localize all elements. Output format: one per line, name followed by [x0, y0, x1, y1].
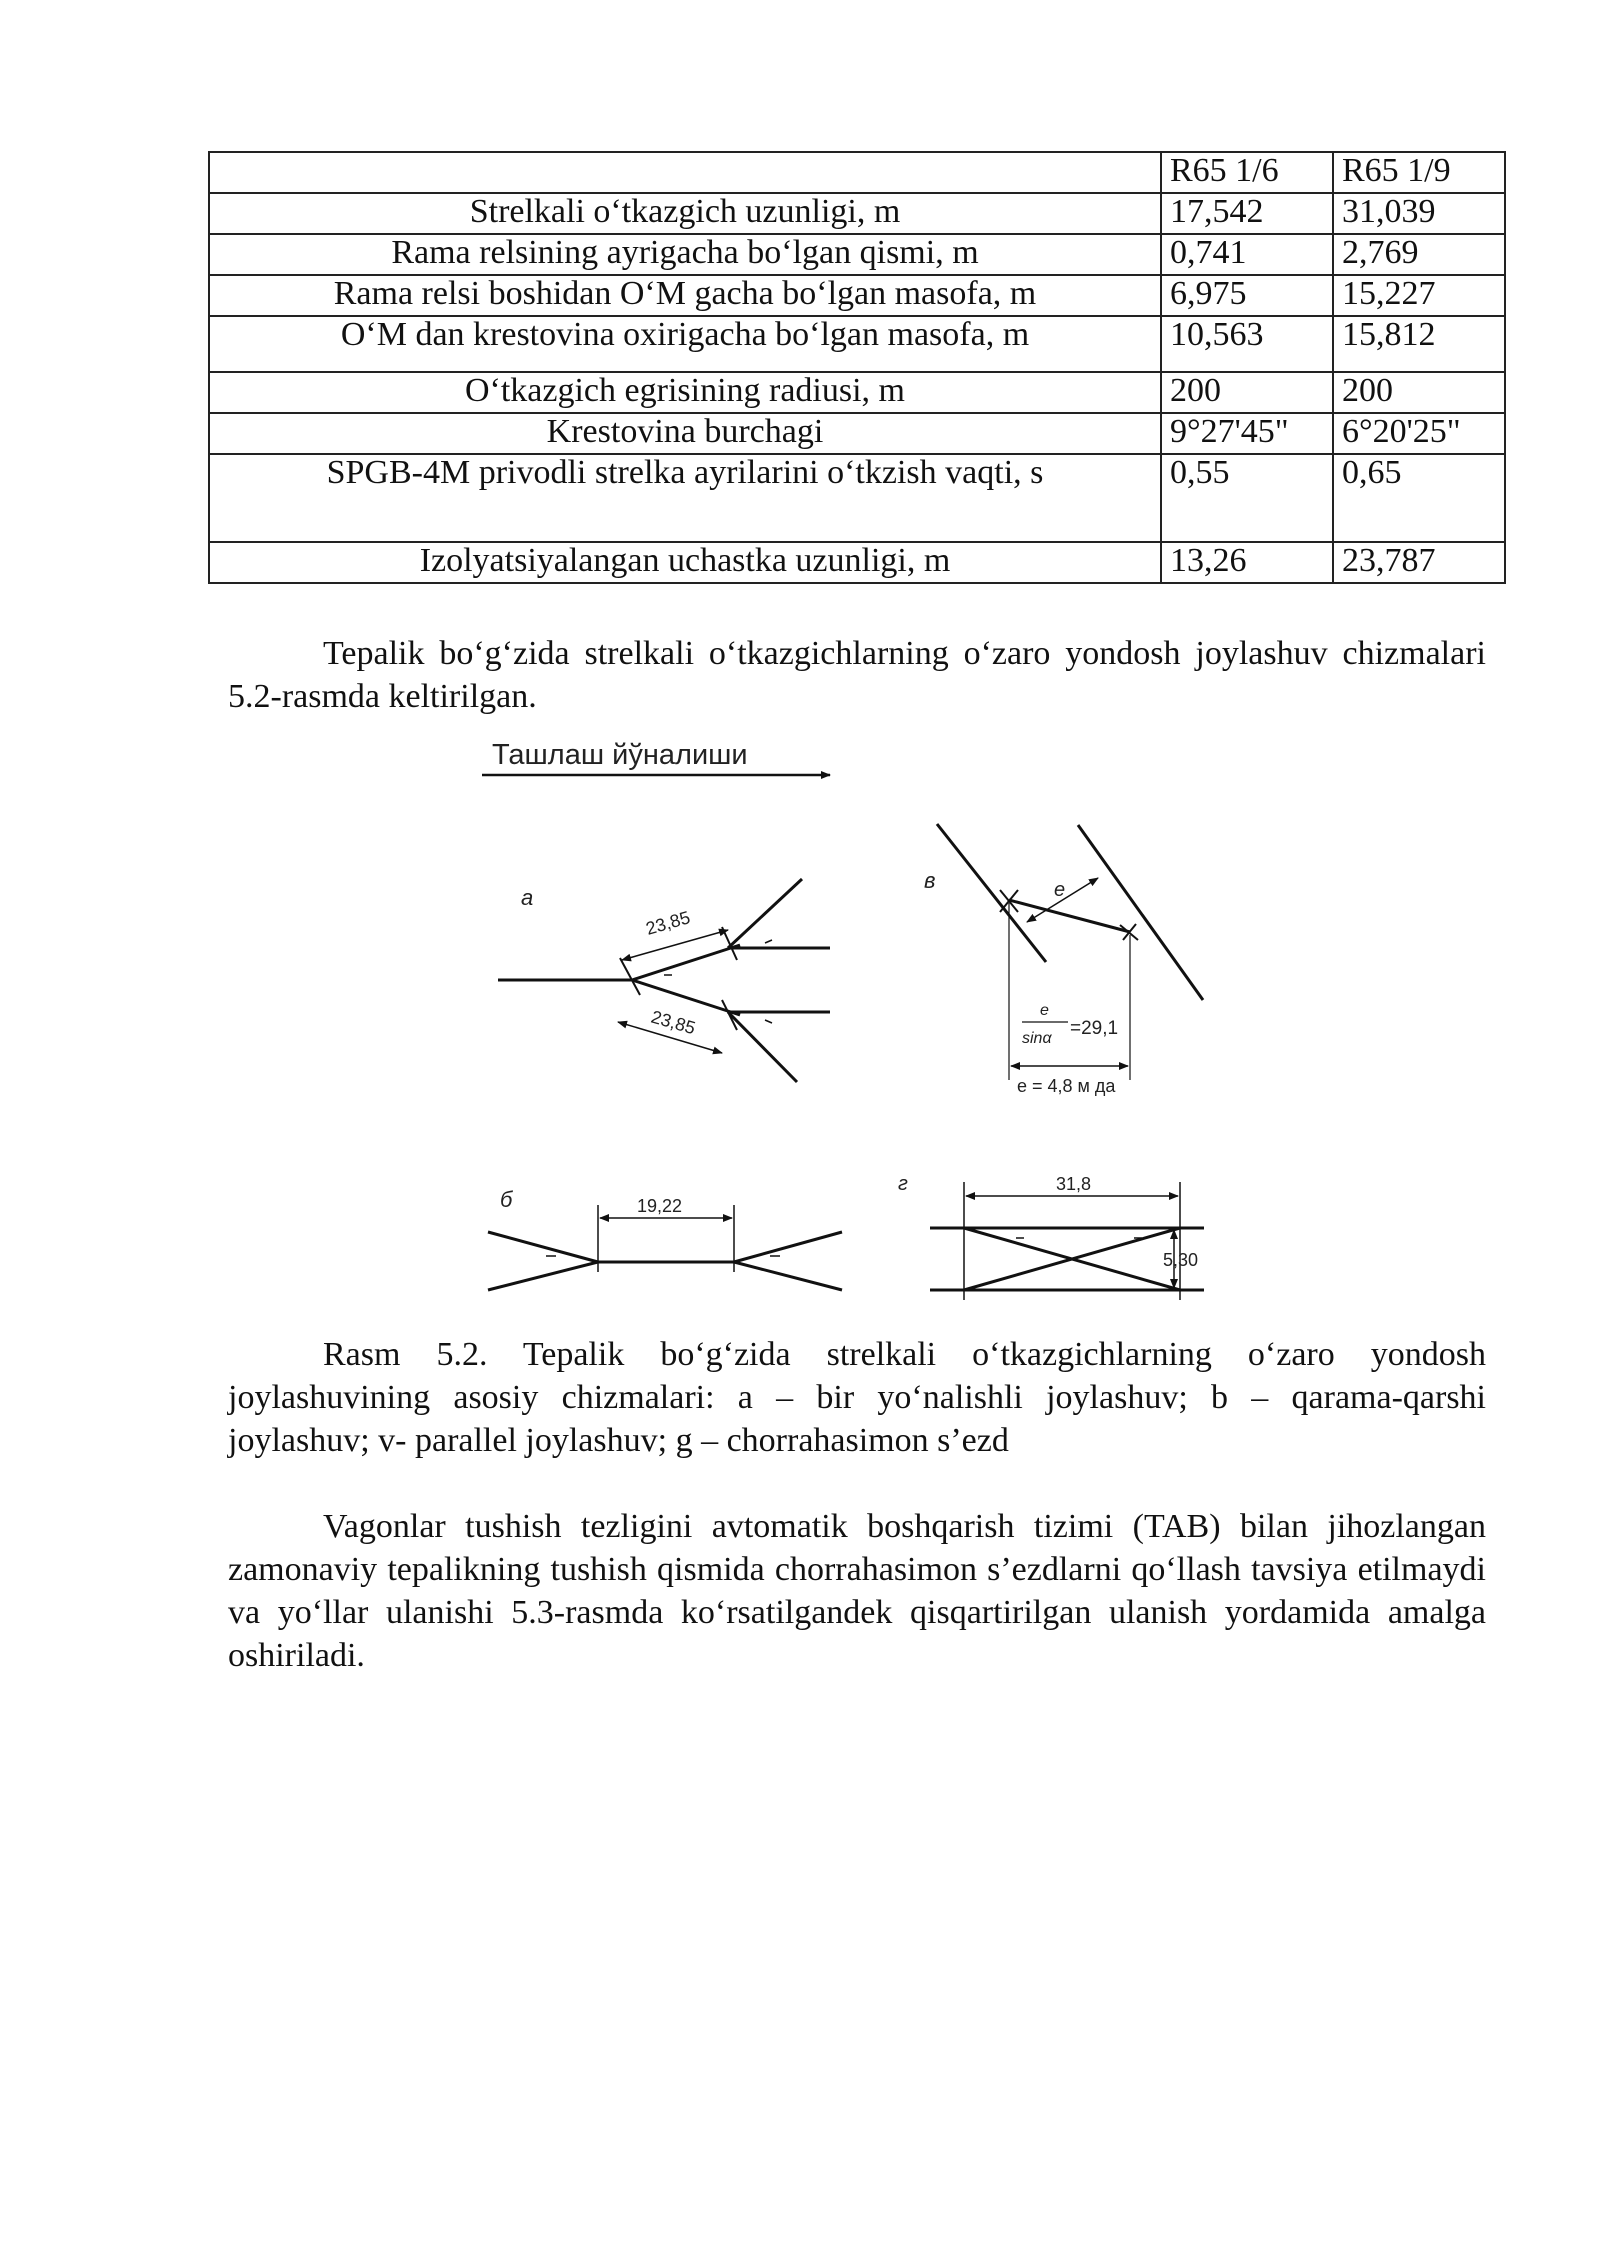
- row-label: Rama relsi boshidan O‘M gacha bo‘lgan masofa, m: [209, 275, 1161, 316]
- formula-value: =29,1: [1070, 1018, 1119, 1039]
- track-line: [1078, 825, 1203, 1000]
- diagram-a-label: а: [521, 885, 534, 910]
- track-line: [734, 1262, 842, 1290]
- row-value: 200: [1161, 372, 1333, 413]
- switch-parameters-table: [208, 151, 1506, 584]
- row-label: O‘tkazgich egrisining radiusi, m: [209, 372, 1161, 413]
- formula-denominator: sinα: [1022, 1030, 1052, 1047]
- row-value: 6°20'25": [1333, 413, 1505, 454]
- dimension-label: 23,85: [643, 907, 693, 939]
- formula-numerator: e: [1040, 1002, 1049, 1019]
- table-row: [209, 193, 1505, 234]
- switch-mark: [722, 1000, 737, 1030]
- table-row: [209, 275, 1505, 316]
- switch-layout-figure: [470, 728, 1250, 1308]
- diagram-v-label: в: [924, 868, 936, 893]
- row-value: 15,227: [1333, 275, 1505, 316]
- dimension-label: 19,22: [637, 1196, 683, 1216]
- row-value: 200: [1333, 372, 1505, 413]
- diagram-g: [898, 1173, 1204, 1300]
- row-label: Rama relsining ayrigacha bo‘lgan qismi, m: [209, 234, 1161, 275]
- diagram-g-label: г: [898, 1173, 908, 1195]
- row-value: 0,65: [1333, 454, 1505, 542]
- row-value: 31,039: [1333, 193, 1505, 234]
- row-label: SPGB-4M privodli strelka ayrilarini o‘tkzish vaqti, s: [209, 454, 1161, 542]
- row-value: 9°27'45": [1161, 413, 1333, 454]
- intro-paragraph: [228, 632, 1486, 718]
- dimension-label: 23,85: [648, 1006, 698, 1039]
- row-value: 6,975: [1161, 275, 1333, 316]
- table-row: [209, 413, 1505, 454]
- track-line: [632, 945, 740, 980]
- table-row: [209, 316, 1505, 372]
- diagram-a: [498, 879, 830, 1082]
- row-label: Strelkali o‘tkazgich uzunligi, m: [209, 193, 1161, 234]
- row-label: O‘M dan krestovina oxirigacha bo‘lgan masofa, m: [209, 316, 1161, 372]
- switch-mark: [620, 958, 640, 995]
- track-line: [632, 980, 740, 1015]
- track-line: [488, 1262, 598, 1290]
- table-row: [209, 542, 1505, 583]
- table-row: [209, 372, 1505, 413]
- row-value: 17,542: [1161, 193, 1333, 234]
- diagram-v: [924, 824, 1203, 1096]
- dimension-label: 31,8: [1056, 1174, 1092, 1194]
- dimension-label: 5,30: [1163, 1250, 1199, 1270]
- body-paragraph: [228, 1505, 1486, 1677]
- table-row: [209, 454, 1505, 542]
- body-paragraph-text: Vagonlar tushish tezligini avtomatik boshqarish tizimi (TAB) bilan jihozlangan zamonaviy tepalikning tushish qismida chorrahasimon s’ezdlarni qo‘llash tavsiya etilmaydi va yo‘llar ulanishi 5.3-rasmda ko‘rsatilgandek qisqartirilgan ulanish yordamida amalga oshiriladi.: [228, 1508, 1486, 1674]
- track-line: [728, 879, 802, 948]
- table-header-row: [209, 152, 1505, 193]
- figure-caption: [228, 1333, 1486, 1462]
- intro-paragraph-text: Tepalik bo‘g‘zida strelkali o‘tkazgichlarning o‘zaro yondosh joylashuv chizmalari 5.2-rasmda keltirilgan.: [228, 635, 1486, 715]
- figure-caption-text: Rasm 5.2. Tepalik bo‘g‘zida strelkali o‘tkazgichlarning o‘zaro yondosh joylashuvining asosiy chizmalari: a – bir yo‘nalishli joylashuv; b – qarama-qarshi joylashuv; v- parallel joylashuv; g – chorrahasimon s’ezd: [228, 1336, 1486, 1459]
- row-label: Izolyatsiyalangan uchastka uzunligi, m: [209, 542, 1161, 583]
- track-line: [1009, 900, 1130, 932]
- track-line: [728, 1012, 797, 1082]
- direction-label: Ташлаш йўналиши: [492, 739, 748, 771]
- row-label: Krestovina burchagi: [209, 413, 1161, 454]
- track-line: [734, 1232, 842, 1262]
- table-header-cell: R65 1/6: [1161, 152, 1333, 193]
- row-value: 13,26: [1161, 542, 1333, 583]
- row-value: 0,55: [1161, 454, 1333, 542]
- row-value: 15,812: [1333, 316, 1505, 372]
- diagram-b-label: б: [500, 1187, 513, 1212]
- e-note: e = 4,8 м да: [1017, 1076, 1116, 1096]
- row-value: 2,769: [1333, 234, 1505, 275]
- tick-mark: [765, 1020, 772, 1023]
- tick-mark: [765, 940, 772, 943]
- table-header-cell: [209, 152, 1161, 193]
- diagram-b: [488, 1187, 842, 1290]
- row-value: 23,787: [1333, 542, 1505, 583]
- table-row: [209, 234, 1505, 275]
- track-line: [488, 1232, 598, 1262]
- row-value: 0,741: [1161, 234, 1333, 275]
- row-value: 10,563: [1161, 316, 1333, 372]
- direction-indicator: [482, 739, 830, 775]
- table-header-cell: R65 1/9: [1333, 152, 1505, 193]
- e-label: e: [1054, 879, 1066, 901]
- track-line: [937, 824, 1046, 962]
